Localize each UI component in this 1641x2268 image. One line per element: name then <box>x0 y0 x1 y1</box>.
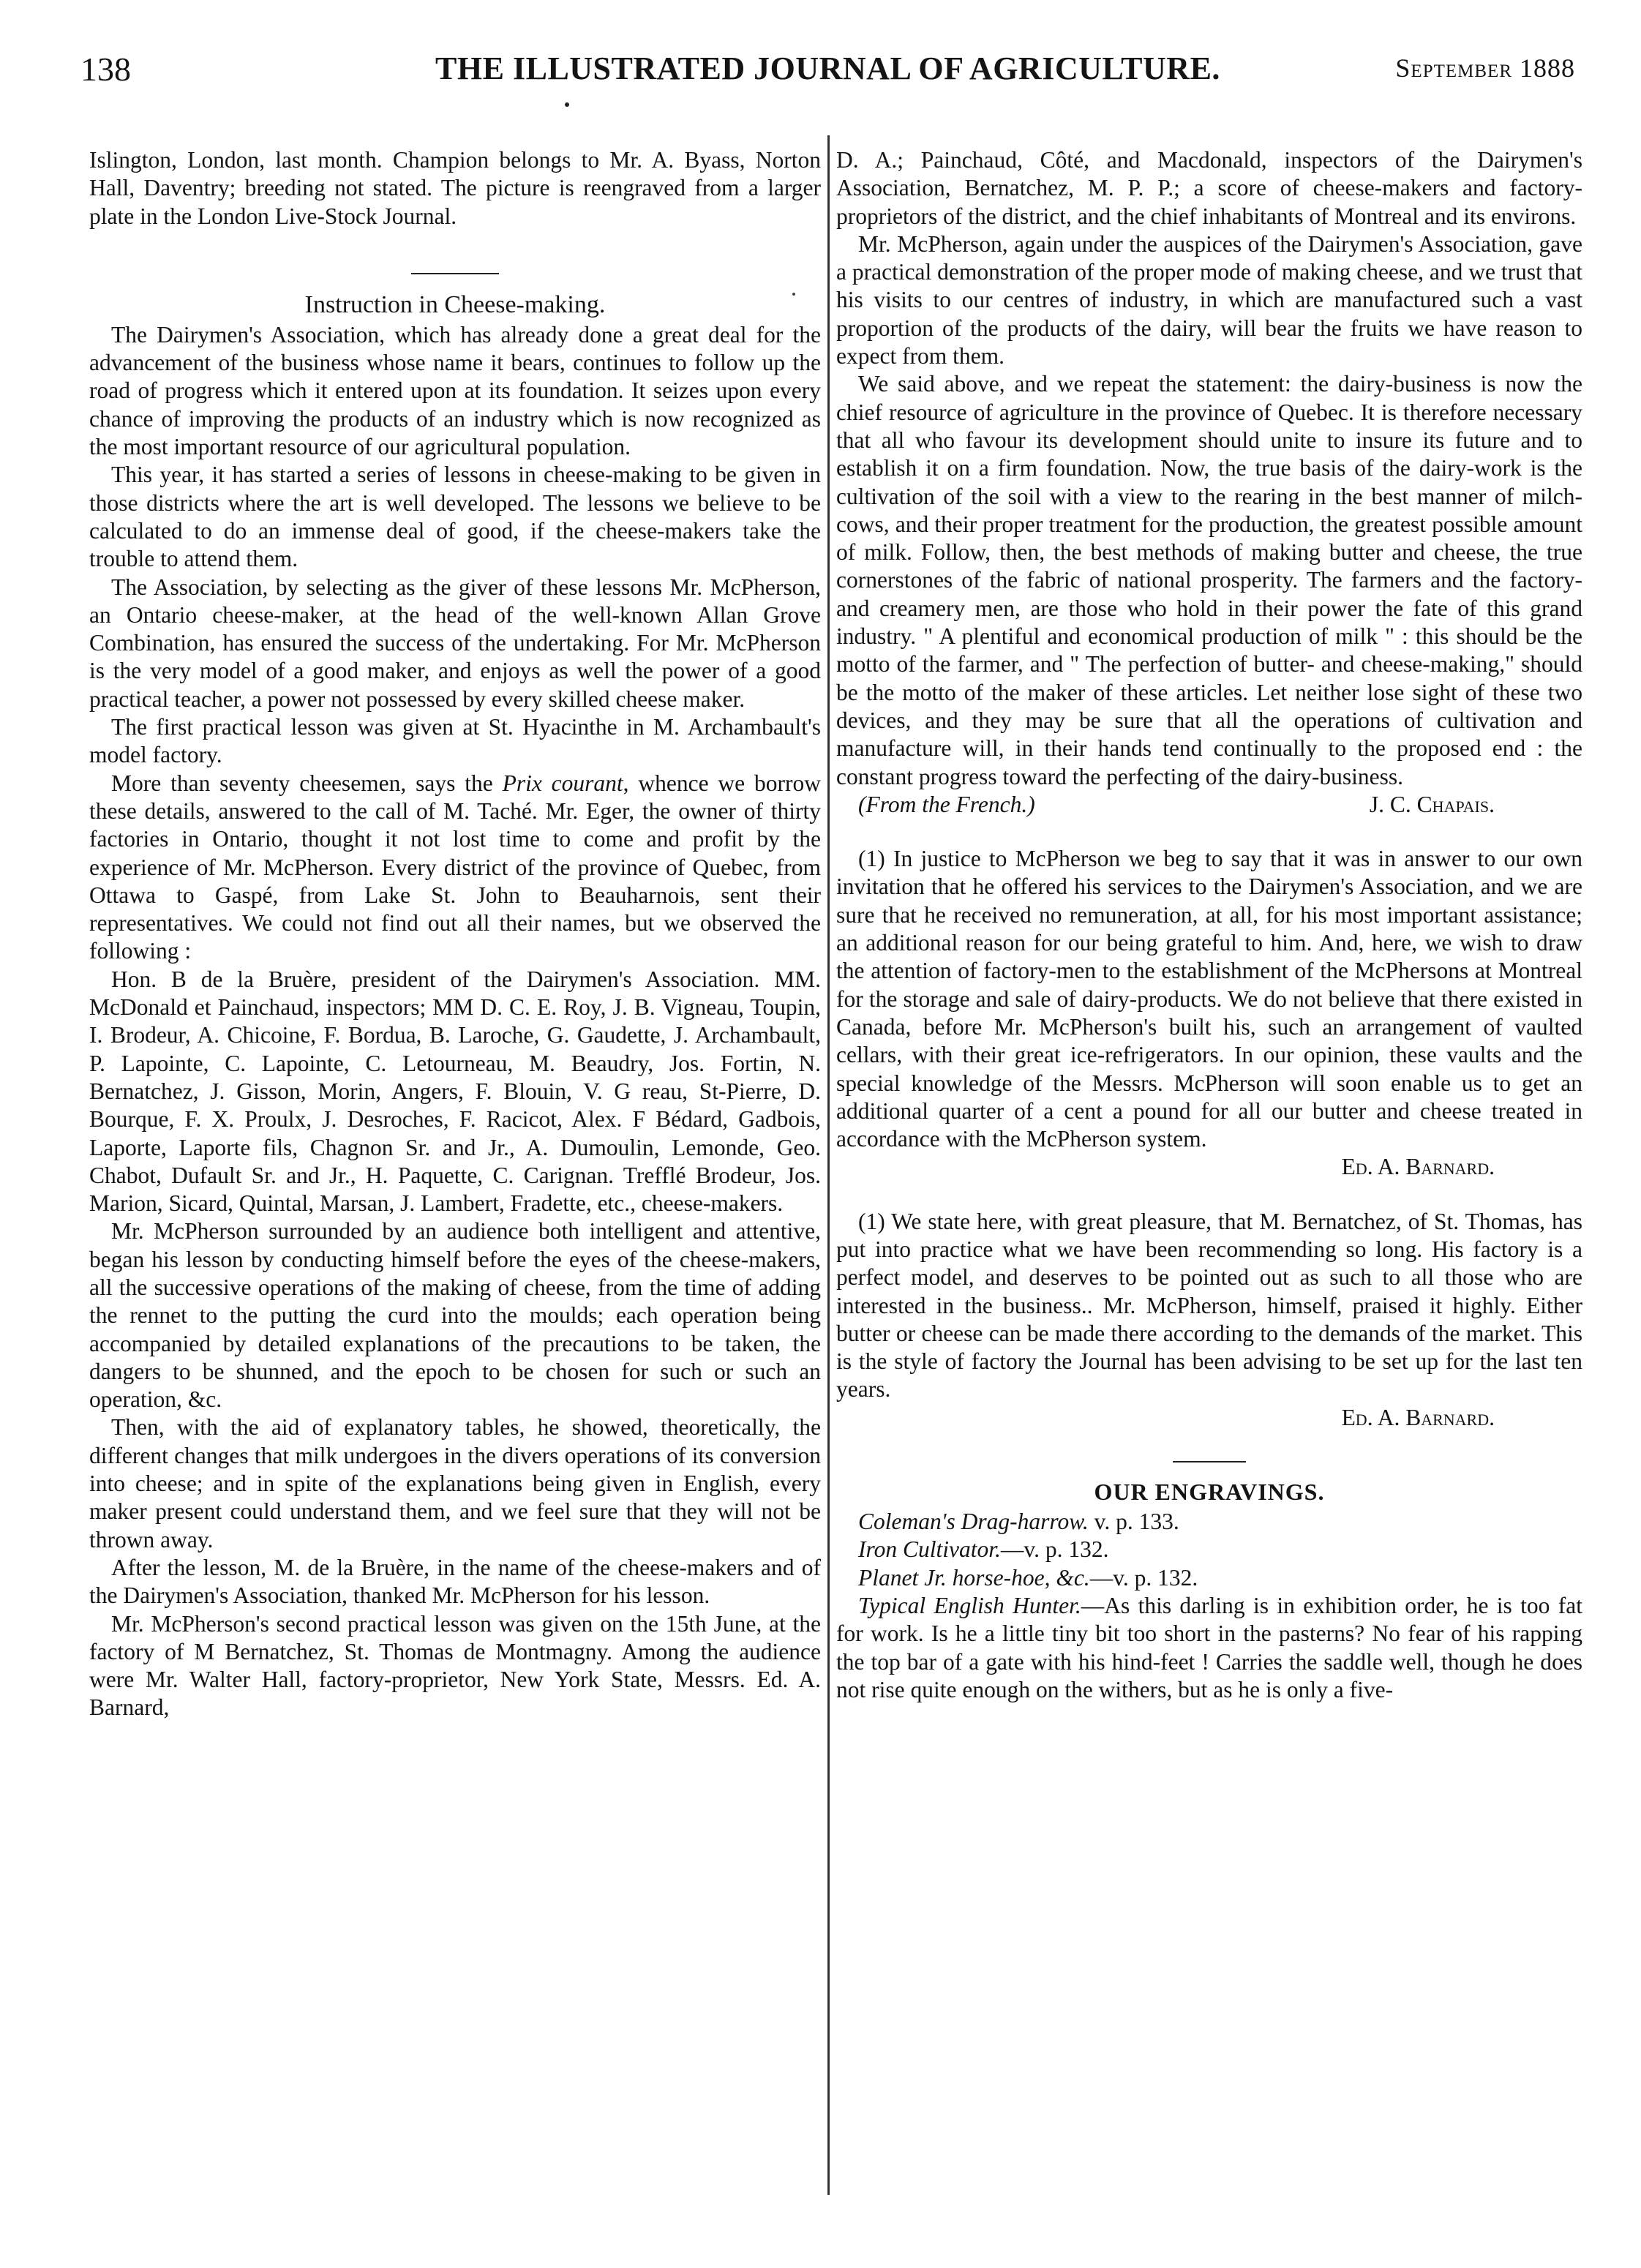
attendee-list: Hon. B de la Bruère, president of the Dairymen's Association. MM. McDonald et Painchaud, inspectors; MM D. C. E. Roy, J. B. Vigneau, Toupin, I. Brodeur, A. Chicoine, F. Bordua, B. Laroche, G. Gaudette, J. Archambault, P. Lapointe, C. Lapointe, C. Letourneau, M. Beaudry, Jos. Fortin, N. Bernatchez, J. Gisson, Morin, Angers, F. Blouin, V. G reau, St-Pierre, D. Bourque, F. X. Proulx, J. Desroches, F. Racicot, Alex. F Bédard, Gadbois, Laporte, Laporte fils, Chagnon Sr. and Jr., A. Dumoulin, Lemonde, Geo. Chabot, Dufault Sr. and Jr., H. Paquette, C. Carignan. Trefflé Brodeur, Jos. Marion, Sicard, Quintal, Marsan, J. Lambert, Fradette, etc., cheese-makers. <box>89 966 821 1217</box>
engraving-description <box>836 1592 1582 1704</box>
paragraph: This year, it has started a series of lessons in cheese-making to be given in those districts where the art is well developed. The lessons we believe to be calculated to do an immense deal of good, if the cheese-makers take the trouble to attend them. <box>89 462 821 572</box>
header-ornament-dot <box>565 102 569 107</box>
editor-signature: Ed. A. Barnard. <box>1341 1404 1495 1430</box>
footnote: (1) In justice to McPherson we beg to say that it was in answer to our own invitation that he offered his services to the Dairymen's Association, and we are sure that he received no remuneration, at all, for his most important assistance; an additional reason for our being grateful to him. And, here, we wish to draw the attention of factory-men to the establishment of the McPhersons at Montreal for the storage and sale of dairy-products. We do not believe that there existed in Canada, before Mr. McPherson's built his, such an arrangement of vaulted cellars, with their great ice-refrigerators. In our opinion, these vaults and the special knowledge of the Messrs. McPherson will soon enable us to get an additional quarter of a cent a pound for all our butter and cheese treated in accordance with the McPherson system. <box>836 846 1582 1152</box>
engraving-item <box>836 1564 1582 1592</box>
article-signature <box>836 791 1582 819</box>
source-note: (From the French.) <box>858 791 1035 817</box>
page-reference: —v. p. 132. <box>1000 1536 1109 1563</box>
engraving-title: Planet Jr. horse-hoe, &c. <box>858 1564 1090 1591</box>
page-header <box>80 50 1575 94</box>
publication-name: Prix courant <box>502 770 623 796</box>
column-divider <box>827 135 830 2195</box>
issue-date: September 1888 <box>1395 53 1575 83</box>
engraving-title: Coleman's Drag-harrow. <box>858 1509 1089 1535</box>
engraving-item <box>836 1536 1582 1563</box>
page-number: 138 <box>80 50 131 88</box>
author-name: J. C. Chapais. <box>1369 791 1495 817</box>
journal-title: THE ILLUSTRATED JOURNAL OF AGRICULTURE. <box>435 50 1220 86</box>
paragraph: D. A.; Painchaud, Côté, and Macdonald, inspectors of the Dairymen's Association, Bernatchez, M. P. P.; a score of cheese-makers and factory-proprietors of the district, and the chief inhabitants of Montreal and its environs. <box>836 147 1582 229</box>
paragraph: Mr. McPherson, again under the auspices of the Dairymen's Association, gave a practical demonstration of the proper mode of making cheese, and we trust that his visits to our centres of industry, in which are manufactured such a vast proportion of the products of the dairy, will bear the fruits we have reason to expect from them. <box>836 230 1582 369</box>
paragraph: The Dairymen's Association, which has already done a great deal for the advancement of the business whose name it bears, continues to follow up the road of progress which it entered upon at its foundation. It seizes upon every chance of improving the products of an industry which is now recognized as the most important resource of our agricultural population. <box>89 321 821 460</box>
right-column <box>836 146 1582 1704</box>
paragraph: Mr. McPherson's second practical lesson was given on the 15th June, at the factory of M Bernatchez, St. Thomas de Montmagny. Among the audience were Mr. Walter Hall, factory-proprietor, New York State, Messrs. Ed. A. Barnard, <box>89 1610 821 1721</box>
section-heading: OUR ENGRAVINGS. <box>1094 1479 1325 1506</box>
engraving-item <box>836 1508 1582 1536</box>
paragraph: The Association, by selecting as the giver of these lessons Mr. McPherson, an Ontario cheese-maker, at the head of the well-known Allan Grove Combination, has ensured the success of the undertaking. For Mr. McPherson is the very model of a good maker, and enjoys as well the power of a good practical teacher, a power not possessed by every skilled cheese maker. <box>89 574 821 712</box>
paragraph <box>89 770 821 966</box>
paragraph: The first practical lesson was given at St. Hyacinthe in M. Archambault's model factory. <box>89 714 821 768</box>
paragraph: Mr. McPherson surrounded by an audience both intelligent and attentive, began his lesson by conducting himself before the eyes of the cheese-makers, all the successive operations of the making of cheese, from the time of adding the rennet to the putting the curd into the moulds; each operation being accompanied by detailed explanations of the precautions to be taken, the dangers to be shunned, and the epoch to be chosen for such or such an operation, &c. <box>89 1218 821 1413</box>
paragraph: We said above, and we repeat the statement: the dairy-business is now the chief resource of agriculture in the province of Quebec. It is therefore necessary that all who favour its development should unite to insure its future and to establish it on a firm foundation. Now, the true basis of the dairy-work is the cultivation of the soil with a view to the rearing in the best manner of milch-cows, and their proper treatment for the production, the greatest possible amount of milk. Follow, then, the best methods of making butter and cheese, the true cornerstones of the fabric of national prosperity. The farmers and the factory- and creamery men, are those who hold in their power the fate of this grand industry. " A plentiful and economical production of milk " : this should be the motto of the farmer, and " The perfection of butter- and cheese-making," should be the motto of the maker of these articles. Let neither lose sight of these two devices, and they may be sure that all the operations of cultivation and manufacture will, in their hands tend continually to the proposed end : the constant progress toward the perfecting of the dairy-business. <box>836 371 1582 789</box>
paragraph: Then, with the aid of explanatory tables, he showed, theoretically, the different changes that milk undergoes in the divers operations of its conversion into cheese; and in spite of the explanations being given in English, every maker present could understand them, and we feel sure that they will not be thrown away. <box>89 1414 821 1552</box>
section-rule <box>1173 1461 1246 1462</box>
intro-paragraph: Islington, London, last month. Champion belongs to Mr. A. Byass, Norton Hall, Daventry; breeding not stated. The picture is reengraved from a larger plate in the London Live-Stock Journal. <box>89 147 821 229</box>
engraving-title: Typical English Hunter. <box>858 1592 1081 1618</box>
page-reference: v. p. 133. <box>1088 1509 1179 1535</box>
section-rule <box>411 273 499 274</box>
paragraph: After the lesson, M. de la Bruère, in the name of the cheese-makers and of the Dairymen's Association, thanked Mr. McPherson for his lesson. <box>89 1554 821 1609</box>
footnote: (1) We state here, with great pleasure, that M. Bernatchez, of St. Thomas, has put into practice what we have been recommending so long. His factory is a perfect model, and deserves to be pointed out as such to all those who are interested in the business.. Mr. McPherson, himself, praised it highly. Either butter or cheese can be made there according to the demands of the market. This is the style of factory the Journal has been advising to be set up for the last ten years. <box>836 1208 1582 1403</box>
editor-signature: Ed. A. Barnard. <box>1341 1154 1495 1180</box>
paragraph-text: More than seventy cheesemen, says the <box>111 770 503 796</box>
paragraph-text: —As this darling is in exhibition order, he is too fat for work. Is he a little tiny bit too short in the pasterns? No fear of his rapping the top bar of a gate with his hind-feet ! Carries the saddle well, though he does not rise quite enough on the withers, but as he is only a five- <box>836 1592 1582 1702</box>
engraving-title: Iron Cultivator. <box>858 1536 1001 1563</box>
page-reference: —v. p. 132. <box>1089 1564 1198 1591</box>
paragraph-text: , whence we borrow these details, answered to the call of M. Taché. Mr. Eger, the owner of thirty factories in Ontario, thought it not lost time to come and profit by the experience of Mr. McPherson. Every district of the province of Quebec, from Ottawa to Gaspé, from Lake St. John to Beauharnois, sent their representatives. We could not find out all their names, but we observed the following : <box>89 770 821 964</box>
article-heading: Instruction in Cheese-making. <box>304 290 606 318</box>
left-column <box>89 146 821 1722</box>
